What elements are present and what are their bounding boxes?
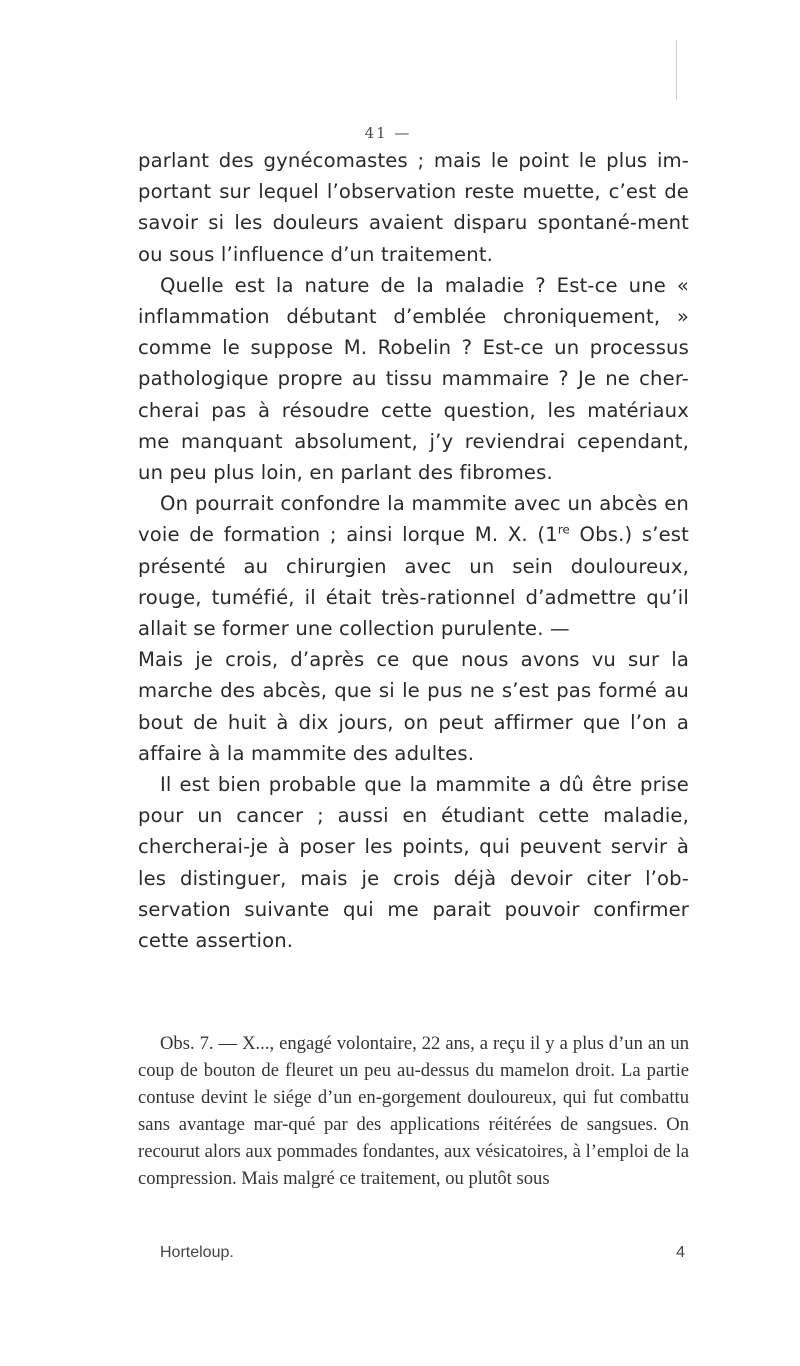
signature-mark: 4 (676, 1244, 685, 1261)
main-text (138, 145, 689, 956)
paragraph-3 (138, 488, 689, 644)
observation-block (138, 1031, 689, 1192)
page-footer (160, 1244, 685, 1262)
paragraph-4: Mais je crois, d’après ce que nous avons vu sur la marche des abcès, que si le pus ne s’est pas formé au bout de huit à dix jours, on peut affirmer que l’on a affaire à la mammite des adultes. (138, 648, 689, 765)
page-number: 41 — (364, 124, 412, 142)
paragraph-3-after: Obs.) s’est présenté au chirurgien avec un sein douloureux, rouge, tuméfié, il était très-rationnel d’admettre qu’il allait se former une collection purulente. — (138, 523, 689, 641)
observation-text: Obs. 7. — X..., engagé volontaire, 22 ans, a reçu il y a plus d’un an un coup de bouton de fleuret un peu au-dessus du mamelon droit. La partie contuse devint le siége d’un en-gorgement douloureux, qui fut combattu sans avantage mar-qué par des applications réitérées de sangsues. On recourut alors aux pommades fondantes, aux vésicatoires, à l’emploi de la compression. Mais malgré ce traitement, ou plutôt sous (138, 1033, 689, 1189)
footer-author: Horteloup. (160, 1244, 234, 1261)
page-edge-mark (676, 40, 677, 100)
superscript-re: re (557, 522, 570, 537)
paragraph-5: Il est bien probable que la mammite a dû être prise pour un cancer ; aussi en étudiant cette maladie, chercherai-je à poser les points, qui peuvent servir à les distinguer, mais je crois déjà devoir citer l’ob-servation suivante qui me parait pouvoir confirmer cette assertion. (138, 773, 689, 953)
paragraph-2: Quelle est la nature de la maladie ? Est-ce une « inflammation débutant d’emblée chroniquement, » comme le suppose M. Robelin ? Est-ce un processus pathologique propre au tissu mammaire ? Je ne cher-cherai pas à résoudre cette question, les matériaux me manquant absolument, j’y reviendrai cependant, un peu plus loin, en parlant des fibromes. (138, 273, 689, 485)
paragraph-1: parlant des gynécomastes ; mais le point le plus im-portant sur lequel l’observation reste muette, c’est de savoir si les douleurs avaient disparu spontané-ment ou sous l’influence d’un traitement. (138, 149, 689, 266)
paragraph-3-before: On pourrait confondre la mammite avec un abcès en voie de formation ; ainsi lorque M. X. (1 (138, 492, 689, 547)
